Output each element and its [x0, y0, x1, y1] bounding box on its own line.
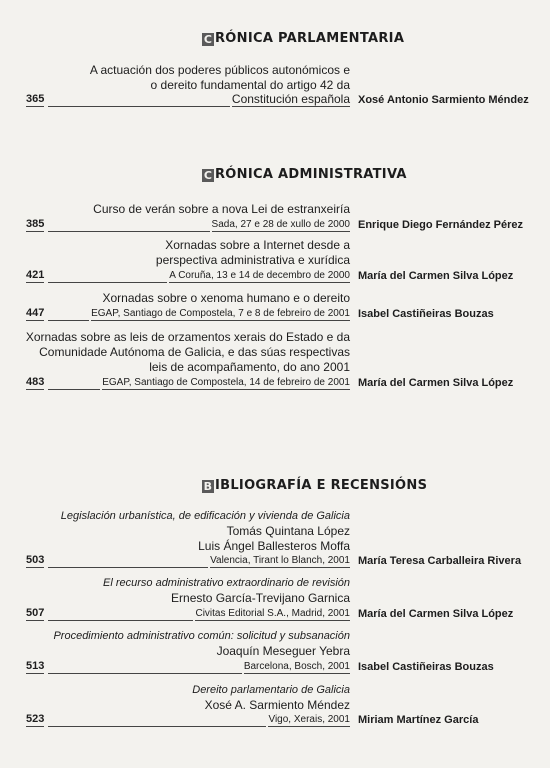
book-author: Tomás Quintana López — [226, 524, 350, 538]
entry-publication-info: A Coruña, 13 e 14 de decembro de 2000 — [169, 270, 350, 281]
leader-line — [48, 389, 100, 390]
entry-title-line: Comunidade Autónoma de Galicia, e das súas respectivas — [39, 345, 350, 359]
entry-row — [26, 712, 479, 727]
entry-title-line: perspectiva administrativa e xurídica — [155, 253, 350, 267]
heading-text: RÓNICA PARLAMENTARIA — [215, 31, 405, 46]
book-author: Luis Ángel Ballesteros Moffa — [198, 539, 350, 553]
entry-author: Isabel Castiñeiras Bouzas — [358, 661, 494, 673]
entry-publication-info: Valencia, Tirant lo Blanch, 2001 — [210, 555, 350, 566]
page-number: 523 — [26, 713, 45, 725]
heading-initial-box: C — [203, 169, 213, 182]
page-number: 385 — [26, 218, 45, 230]
entry-row — [26, 217, 524, 232]
entry-row — [26, 92, 529, 107]
leader-line — [48, 567, 208, 568]
entry-row — [26, 268, 514, 283]
leader-line — [48, 282, 167, 283]
entry-publication-info: Constitución española — [231, 92, 350, 106]
leader-line — [48, 620, 193, 621]
entry-publication-info: EGAP, Santiago de Compostela, 7 e 8 de febreiro de 2001 — [91, 308, 350, 319]
book-author: Ernesto García-Trevijano Garnica — [171, 591, 350, 605]
entry-author: María Teresa Carballeira Rivera — [358, 555, 522, 567]
book-title: Legislación urbanística, de edificación y vivienda de Galicia — [60, 510, 350, 522]
entry-author: Miriam Martínez García — [358, 714, 479, 726]
entry-publication-info: EGAP, Santiago de Compostela, 14 de febreiro de 2001 — [102, 377, 350, 388]
leader-line — [48, 231, 210, 232]
entry-author: Xosé Antonio Sarmiento Méndez — [358, 94, 529, 106]
entry-row — [26, 553, 522, 568]
page-number: 503 — [26, 554, 45, 566]
entry-title-line: leis de acompañamento, do ano 2001 — [149, 360, 350, 374]
section-heading-bibliografia — [202, 478, 427, 494]
leader-line — [48, 726, 266, 727]
entry-row — [26, 375, 514, 390]
entry-row — [26, 659, 494, 674]
page-number: 365 — [26, 93, 45, 105]
book-author: Joaquín Meseguer Yebra — [216, 644, 350, 658]
heading-initial-box: B — [203, 480, 213, 493]
page-number: 507 — [26, 607, 45, 619]
leader-line — [48, 673, 242, 674]
section-heading-cronica-parlamentaria — [202, 31, 404, 47]
entry-row — [26, 606, 514, 621]
entry-row — [26, 306, 494, 321]
entry-publication-info: Barcelona, Bosch, 2001 — [243, 661, 350, 672]
book-title: Procedimiento administrativo común: solicitud y subsanación — [53, 630, 350, 642]
entry-publication-info: Sada, 27 e 28 de xullo de 2000 — [211, 219, 350, 230]
entry-title-line: A actuación dos poderes públicos autonómicos e — [89, 63, 350, 77]
book-title: El recurso administrativo extraordinario de revisión — [103, 577, 350, 589]
book-title: Dereito parlamentario de Galicia — [192, 684, 350, 696]
book-author: Xosé A. Sarmiento Méndez — [204, 698, 350, 712]
entry-author: María del Carmen Silva López — [358, 608, 514, 620]
leader-line — [48, 320, 89, 321]
entry-title-line: Xornadas sobre o xenoma humano e o dereito — [102, 291, 350, 305]
page-number: 421 — [26, 269, 45, 281]
page-number: 513 — [26, 660, 45, 672]
entry-author: María del Carmen Silva López — [358, 377, 514, 389]
page-number: 483 — [26, 376, 45, 388]
leader-line — [48, 106, 230, 107]
heading-text: IBLIOGRAFÍA E RECENSIÓNS — [215, 478, 428, 493]
page-number: 447 — [26, 307, 45, 319]
entry-title-line: Xornadas sobre as leis de orzamentos xerais do Estado e da — [25, 330, 350, 344]
entry-author: María del Carmen Silva López — [358, 270, 514, 282]
entry-title-line: Xornadas sobre a Internet desde a — [165, 238, 350, 252]
entry-title-line: Curso de verán sobre a nova Lei de estranxeiría — [93, 202, 350, 216]
entry-publication-info: Vigo, Xerais, 2001 — [268, 714, 350, 725]
heading-initial-box: C — [203, 33, 213, 46]
heading-text: RÓNICA ADMINISTRATIVA — [215, 167, 407, 182]
entry-author: Enrique Diego Fernández Pérez — [358, 219, 524, 231]
section-heading-cronica-administrativa — [202, 167, 407, 183]
entry-publication-info: Civitas Editorial S.A., Madrid, 2001 — [195, 608, 350, 619]
entry-author: Isabel Castiñeiras Bouzas — [358, 308, 494, 320]
entry-title-line: o dereito fundamental do artigo 42 da — [150, 78, 350, 92]
